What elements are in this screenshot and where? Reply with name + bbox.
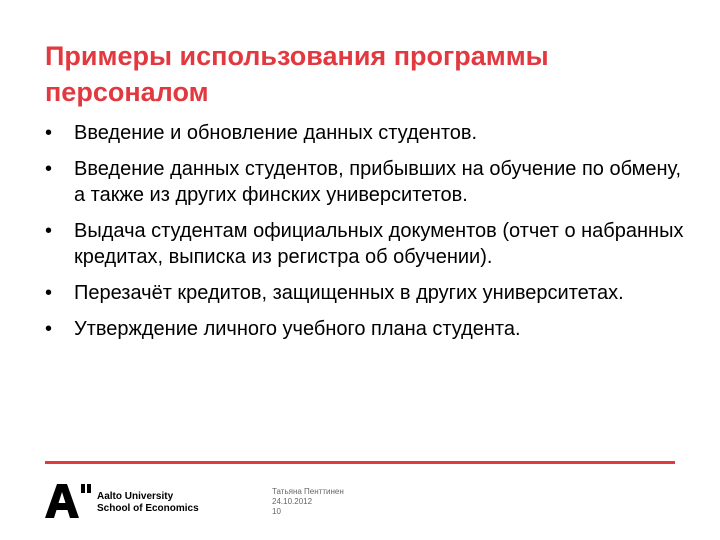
aalto-a-logo-icon — [45, 484, 91, 518]
bullet-item: • Введение данных студентов, прибывших на обучение по обмену, а также из других финских университетов. — [45, 156, 685, 208]
bullet-item: • Выдача студентам официальных документов (отчет о набранных кредитах, выписка из регистра об обучении). — [45, 218, 685, 270]
bullet-item: • Утверждение личного учебного плана студента. — [45, 316, 685, 342]
footer-date: 24.10.2012 — [272, 497, 313, 506]
aalto-logo — [45, 484, 265, 518]
logo-text — [97, 491, 199, 515]
logo-university-name: Aalto University — [97, 491, 174, 502]
footer-divider — [45, 461, 675, 464]
slide-title: Примеры использования программы персоналом — [45, 41, 549, 107]
footer-author: Татьяна Пенттинен — [272, 487, 344, 496]
logo-school-name: School of Economics — [97, 503, 199, 514]
bullet-item: • Перезачёт кредитов, защищенных в других университетах. — [45, 280, 685, 306]
bullet-item: • Введение и обновление данных студентов. — [45, 120, 685, 146]
bullet-list — [45, 120, 685, 352]
footer-page-number: 10 — [272, 507, 281, 516]
footer-info — [272, 487, 344, 517]
